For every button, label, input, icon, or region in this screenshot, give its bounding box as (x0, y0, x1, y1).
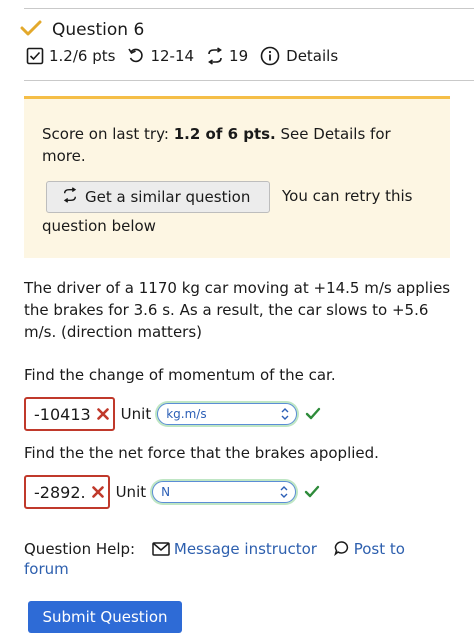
help-label: Question Help: (24, 540, 136, 558)
part1-unit-select[interactable] (157, 403, 297, 425)
header-divider (24, 80, 474, 81)
select-chevron-icon (279, 485, 289, 499)
submit-question-button[interactable]: Submit Question (28, 601, 182, 633)
question-help (24, 538, 454, 562)
correct-check-icon (304, 485, 320, 499)
mail-icon (152, 540, 170, 562)
part1-answer-input[interactable] (24, 397, 115, 431)
correct-check-icon (305, 407, 321, 421)
info-icon[interactable] (260, 46, 280, 66)
part2-answer-input[interactable] (24, 475, 110, 509)
part1-unit-label: Unit (120, 405, 152, 423)
post-forum-link[interactable]: Post to (353, 540, 405, 558)
part1-prompt: Find the change of momentum of the car. (24, 366, 336, 384)
details-link[interactable]: Details (286, 47, 339, 65)
retry-message-line1: You can retry this (282, 187, 413, 205)
points-text: 1.2/6 pts (49, 47, 116, 65)
part2-prompt: Find the the net force that the brakes apoplied. (24, 444, 379, 462)
part2-unit-label: Unit (115, 483, 147, 501)
wrong-x-icon (92, 486, 104, 498)
question-header (20, 20, 144, 40)
question-meta (26, 46, 338, 66)
checkbox-icon (26, 47, 44, 65)
part2-unit-select[interactable] (152, 481, 296, 503)
part1-answer-row (24, 397, 321, 431)
question-title: Question 6 (52, 20, 145, 40)
part2-unit-value: N (161, 485, 171, 499)
similar-question-label: Get a similar question (85, 188, 251, 206)
score-value: 1.2 of 6 pts. (173, 125, 276, 143)
retries-text: 19 (229, 47, 249, 65)
part2-answer-row (24, 475, 320, 509)
similar-question-button[interactable] (46, 181, 270, 213)
partial-check-icon (20, 20, 42, 40)
score-banner (24, 96, 450, 258)
retry-message-line2: question below (42, 217, 156, 235)
wrong-x-icon (97, 408, 109, 420)
select-chevron-icon (280, 407, 290, 421)
top-divider (24, 8, 474, 9)
message-instructor-link[interactable]: Message instructor (173, 540, 317, 558)
comment-icon (334, 540, 350, 562)
attempts-text: 12-14 (150, 47, 195, 65)
undo-icon (127, 47, 145, 65)
retry-icon (206, 47, 224, 65)
part1-unit-value: kg.m/s (166, 407, 207, 421)
score-message: Score on last try: 1.2 of 6 pts. See Details for more. (42, 125, 391, 165)
retry-icon (61, 187, 79, 207)
post-forum-link-continued[interactable]: forum (24, 560, 69, 578)
part2-answer-value: -2892. (34, 482, 86, 502)
part1-answer-value: -10413 (34, 404, 91, 424)
problem-text: The driver of a 1170 kg car moving at +14.5 m/s applies the brakes for 3.6 s. As a result, the car slows to +5.6 m/s. (direction matters) (24, 279, 451, 341)
